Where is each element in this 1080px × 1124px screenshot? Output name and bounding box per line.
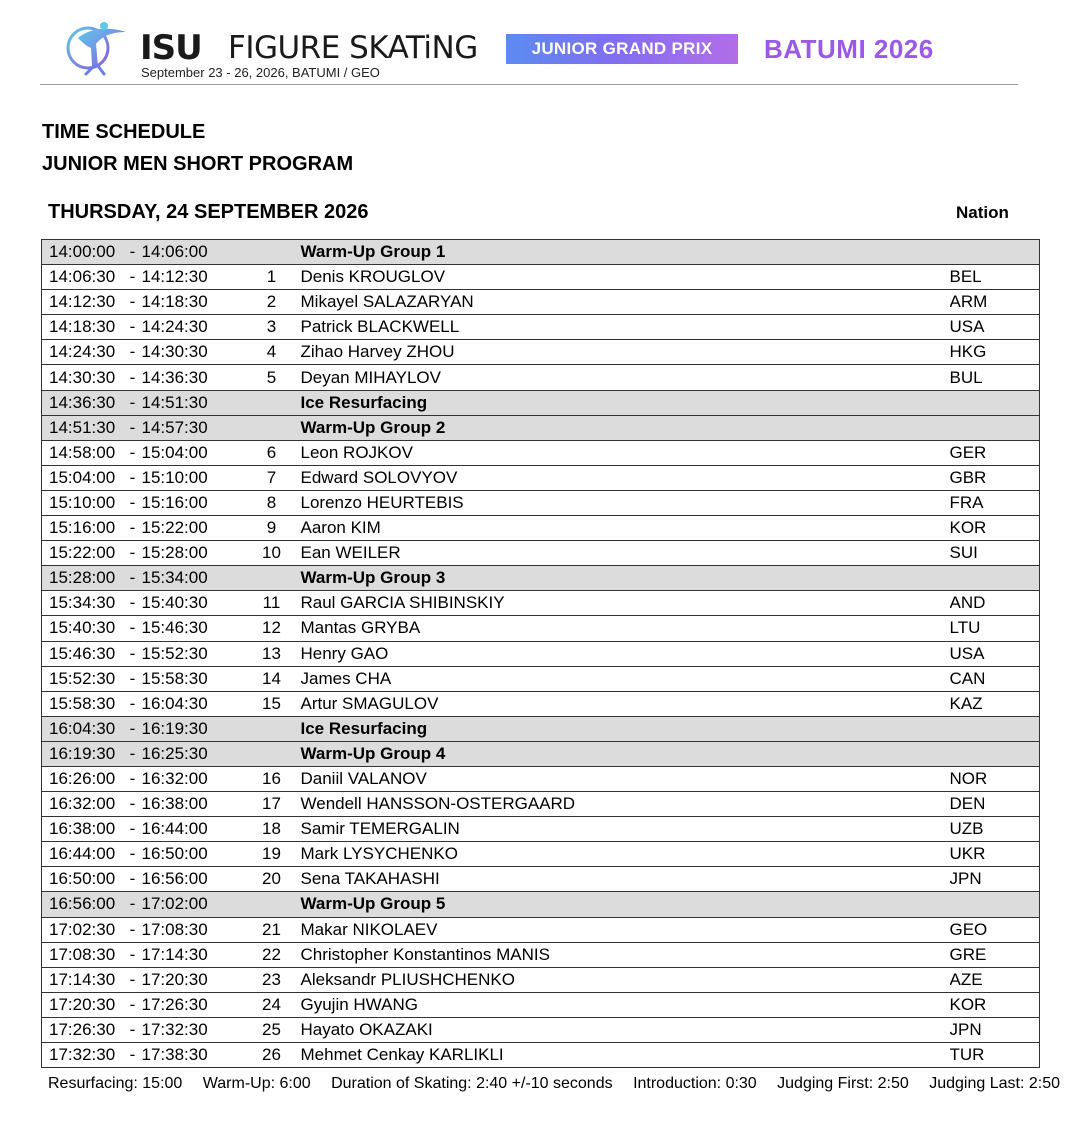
page-subtitle: JUNIOR MEN SHORT PROGRAM [42,153,354,175]
start-time: 14:24:30 [42,340,124,365]
end-time: 14:12:30 [142,265,247,290]
nation-code: UKR [950,842,1040,867]
skater-name: Mark LYSYCHENKO [297,842,950,867]
schedule-skater-row [42,541,1040,566]
skater-name: Mehmet Cenkay KARLIKLI [297,1043,950,1068]
start-number: 12 [247,616,297,641]
end-time: 14:30:30 [142,340,247,365]
start-time: 14:36:30 [42,390,124,415]
schedule-skater-row [42,616,1040,641]
start-number: 1 [247,265,297,290]
time-separator: - [124,541,142,566]
junior-grand-prix-badge: JUNIOR GRAND PRIX [506,34,738,64]
start-time: 15:46:30 [42,641,124,666]
nation-code: AND [950,591,1040,616]
skater-name: James CHA [297,666,950,691]
start-time: 16:50:00 [42,867,124,892]
start-number [247,716,297,741]
end-time: 16:25:30 [142,741,247,766]
nation-code: USA [950,315,1040,340]
skater-name: Patrick BLACKWELL [297,315,950,340]
isu-wordmark: ISU [140,28,202,68]
start-number: 9 [247,516,297,541]
end-time: 15:22:00 [142,516,247,541]
break-label: Warm-Up Group 4 [297,741,950,766]
start-time: 17:32:30 [42,1043,124,1068]
nation-column-header: Nation [956,203,1009,222]
schedule-skater-row [42,465,1040,490]
schedule-skater-row [42,516,1040,541]
start-time: 16:04:30 [42,716,124,741]
time-separator: - [124,340,142,365]
start-time: 16:32:00 [42,792,124,817]
end-time: 16:56:00 [142,867,247,892]
end-time: 15:58:30 [142,666,247,691]
end-time: 15:34:00 [142,566,247,591]
start-time: 15:52:30 [42,666,124,691]
nation-code [950,415,1040,440]
footer-introduction: Introduction: 0:30 [633,1075,757,1092]
nation-code: USA [950,641,1040,666]
start-number [247,566,297,591]
nation-code: BUL [950,365,1040,390]
skater-name: Zihao Harvey ZHOU [297,340,950,365]
nation-code: ARM [950,290,1040,315]
nation-code: GBR [950,465,1040,490]
skater-name: Artur SMAGULOV [297,691,950,716]
header-divider [40,84,1018,85]
schedule-break-row [42,415,1040,440]
end-time: 15:52:30 [142,641,247,666]
start-number: 7 [247,465,297,490]
nation-code: LTU [950,616,1040,641]
nation-code [950,716,1040,741]
schedule-break-row [42,892,1040,917]
event-city-year: BATUMI 2026 [764,34,934,64]
day-heading: THURSDAY, 24 SEPTEMBER 2026 [48,201,369,223]
skater-name: Wendell HANSSON-OSTERGAARD [297,792,950,817]
nation-code: BEL [950,265,1040,290]
end-time: 16:50:00 [142,842,247,867]
start-number [247,741,297,766]
skater-name: Lorenzo HEURTEBIS [297,490,950,515]
break-label: Warm-Up Group 5 [297,892,950,917]
time-separator: - [124,240,142,265]
break-label: Ice Resurfacing [297,716,950,741]
end-time: 16:44:00 [142,817,247,842]
schedule-skater-row [42,440,1040,465]
footer-duration: Duration of Skating: 2:40 +/-10 seconds [331,1075,613,1092]
nation-code: NOR [950,766,1040,791]
nation-code [950,566,1040,591]
start-number: 5 [247,365,297,390]
start-number: 8 [247,490,297,515]
end-time: 16:19:30 [142,716,247,741]
start-time: 14:30:30 [42,365,124,390]
schedule-skater-row [42,967,1040,992]
skater-name: Denis KROUGLOV [297,265,950,290]
footer-judging-first: Judging First: 2:50 [777,1075,909,1092]
time-separator: - [124,1017,142,1042]
time-separator: - [124,817,142,842]
time-separator: - [124,365,142,390]
time-separator: - [124,842,142,867]
time-separator: - [124,566,142,591]
time-separator: - [124,390,142,415]
skater-name: Christopher Konstantinos MANIS [297,942,950,967]
figure-skating-wordmark: FIGURE SKATiNG [228,30,478,66]
start-number: 2 [247,290,297,315]
event-header [0,0,1080,90]
start-number: 13 [247,641,297,666]
end-time: 17:32:30 [142,1017,247,1042]
nation-code: JPN [950,867,1040,892]
start-number: 14 [247,666,297,691]
break-label: Warm-Up Group 2 [297,415,950,440]
schedule-skater-row [42,817,1040,842]
nation-code: TUR [950,1043,1040,1068]
end-time: 17:02:00 [142,892,247,917]
start-time: 15:40:30 [42,616,124,641]
nation-code [950,892,1040,917]
skater-name: Mikayel SALAZARYAN [297,290,950,315]
skater-name: Edward SOLOVYOV [297,465,950,490]
schedule-skater-row [42,290,1040,315]
time-separator: - [124,741,142,766]
start-time: 14:18:30 [42,315,124,340]
end-time: 14:36:30 [142,365,247,390]
footer-judging-last: Judging Last: 2:50 [929,1075,1060,1092]
start-number: 6 [247,440,297,465]
skater-name: Samir TEMERGALIN [297,817,950,842]
start-number [247,390,297,415]
schedule-skater-row [42,666,1040,691]
start-number: 23 [247,967,297,992]
nation-code: GER [950,440,1040,465]
schedule-skater-row [42,691,1040,716]
nation-code: GEO [950,917,1040,942]
nation-code [950,240,1040,265]
start-number: 24 [247,992,297,1017]
time-separator: - [124,616,142,641]
skater-name: Mantas GRYBA [297,616,950,641]
start-time: 17:08:30 [42,942,124,967]
end-time: 15:46:30 [142,616,247,641]
time-separator: - [124,516,142,541]
end-time: 14:06:00 [142,240,247,265]
skater-name: Makar NIKOLAEV [297,917,950,942]
schedule-skater-row [42,340,1040,365]
schedule-skater-row [42,992,1040,1017]
nation-code: FRA [950,490,1040,515]
start-number: 3 [247,315,297,340]
start-time: 16:26:00 [42,766,124,791]
schedule-skater-row [42,490,1040,515]
break-label: Warm-Up Group 3 [297,566,950,591]
start-time: 17:02:30 [42,917,124,942]
end-time: 14:57:30 [142,415,247,440]
time-separator: - [124,666,142,691]
end-time: 15:40:30 [142,591,247,616]
end-time: 17:26:30 [142,992,247,1017]
schedule-break-row [42,390,1040,415]
end-time: 14:18:30 [142,290,247,315]
time-separator: - [124,315,142,340]
start-time: 16:38:00 [42,817,124,842]
start-number: 26 [247,1043,297,1068]
nation-code [950,741,1040,766]
start-time: 14:58:00 [42,440,124,465]
schedule-skater-row [42,842,1040,867]
nation-code [950,390,1040,415]
footer-resurfacing: Resurfacing: 15:00 [48,1075,183,1092]
end-time: 15:04:00 [142,440,247,465]
time-separator: - [124,691,142,716]
skater-name: Leon ROJKOV [297,440,950,465]
time-separator: - [124,867,142,892]
start-time: 17:20:30 [42,992,124,1017]
end-time: 17:20:30 [142,967,247,992]
time-separator: - [124,992,142,1017]
start-number [247,415,297,440]
start-time: 15:34:30 [42,591,124,616]
start-time: 15:10:00 [42,490,124,515]
nation-code: KOR [950,516,1040,541]
start-time: 15:16:00 [42,516,124,541]
nation-code: HKG [950,340,1040,365]
start-number: 11 [247,591,297,616]
start-number: 18 [247,817,297,842]
time-separator: - [124,892,142,917]
schedule-skater-row [42,365,1040,390]
time-separator: - [124,942,142,967]
end-time: 16:38:00 [142,792,247,817]
end-time: 17:38:30 [142,1043,247,1068]
nation-code: KAZ [950,691,1040,716]
start-time: 16:56:00 [42,892,124,917]
time-separator: - [124,465,142,490]
schedule-skater-row [42,867,1040,892]
skater-name: Deyan MIHAYLOV [297,365,950,390]
break-label: Warm-Up Group 1 [297,240,950,265]
nation-code: SUI [950,541,1040,566]
start-time: 17:26:30 [42,1017,124,1042]
start-time: 14:00:00 [42,240,124,265]
skater-logo-icon [64,18,130,76]
skater-name: Raul GARCIA SHIBINSKIY [297,591,950,616]
skater-name: Hayato OKAZAKI [297,1017,950,1042]
skater-name: Henry GAO [297,641,950,666]
time-separator: - [124,967,142,992]
time-separator: - [124,917,142,942]
skater-name: Sena TAKAHASHI [297,867,950,892]
nation-code: JPN [950,1017,1040,1042]
time-separator: - [124,1043,142,1068]
time-separator: - [124,716,142,741]
time-separator: - [124,490,142,515]
start-number: 16 [247,766,297,791]
schedule-skater-row [42,641,1040,666]
end-time: 15:16:00 [142,490,247,515]
schedule-break-row [42,741,1040,766]
end-time: 14:51:30 [142,390,247,415]
skater-name: Ean WEILER [297,541,950,566]
start-number [247,240,297,265]
time-separator: - [124,415,142,440]
nation-code: DEN [950,792,1040,817]
skater-name: Gyujin HWANG [297,992,950,1017]
start-time: 16:44:00 [42,842,124,867]
nation-code: UZB [950,817,1040,842]
time-separator: - [124,265,142,290]
start-number: 10 [247,541,297,566]
start-number: 4 [247,340,297,365]
start-time: 14:12:30 [42,290,124,315]
start-number [247,892,297,917]
start-time: 15:22:00 [42,541,124,566]
start-number: 22 [247,942,297,967]
schedule-skater-row [42,1017,1040,1042]
schedule-skater-row [42,315,1040,340]
time-separator: - [124,766,142,791]
nation-code: KOR [950,992,1040,1017]
break-label: Ice Resurfacing [297,390,950,415]
schedule-skater-row [42,265,1040,290]
schedule-break-row [42,240,1040,265]
page-title: TIME SCHEDULE [42,121,206,143]
skater-name: Daniil VALANOV [297,766,950,791]
start-number: 20 [247,867,297,892]
nation-code: GRE [950,942,1040,967]
schedule-skater-row [42,1043,1040,1068]
time-separator: - [124,290,142,315]
start-number: 21 [247,917,297,942]
start-time: 14:06:30 [42,265,124,290]
time-separator: - [124,792,142,817]
timing-footer [48,1074,1060,1094]
time-separator: - [124,641,142,666]
end-time: 16:04:30 [142,691,247,716]
end-time: 17:08:30 [142,917,247,942]
start-time: 14:51:30 [42,415,124,440]
start-time: 15:28:00 [42,566,124,591]
start-time: 15:04:00 [42,465,124,490]
schedule-skater-row [42,591,1040,616]
skater-name: Aaron KIM [297,516,950,541]
start-number: 19 [247,842,297,867]
end-time: 15:28:00 [142,541,247,566]
start-number: 25 [247,1017,297,1042]
schedule-break-row [42,716,1040,741]
start-time: 15:58:30 [42,691,124,716]
schedule-body [42,240,1040,1068]
nation-code: AZE [950,967,1040,992]
end-time: 14:24:30 [142,315,247,340]
time-separator: - [124,440,142,465]
schedule-skater-row [42,792,1040,817]
schedule-skater-row [42,766,1040,791]
schedule-break-row [42,566,1040,591]
start-number: 15 [247,691,297,716]
schedule-skater-row [42,917,1040,942]
end-time: 15:10:00 [142,465,247,490]
time-separator: - [124,591,142,616]
start-number: 17 [247,792,297,817]
end-time: 17:14:30 [142,942,247,967]
nation-code: CAN [950,666,1040,691]
end-time: 16:32:00 [142,766,247,791]
start-time: 16:19:30 [42,741,124,766]
footer-warmup: Warm-Up: 6:00 [202,1075,311,1092]
start-time: 17:14:30 [42,967,124,992]
event-dates: September 23 - 26, 2026, BATUMI / GEO [141,65,380,80]
skater-name: Aleksandr PLIUSHCHENKO [297,967,950,992]
schedule-skater-row [42,942,1040,967]
schedule-table [41,239,1040,1068]
